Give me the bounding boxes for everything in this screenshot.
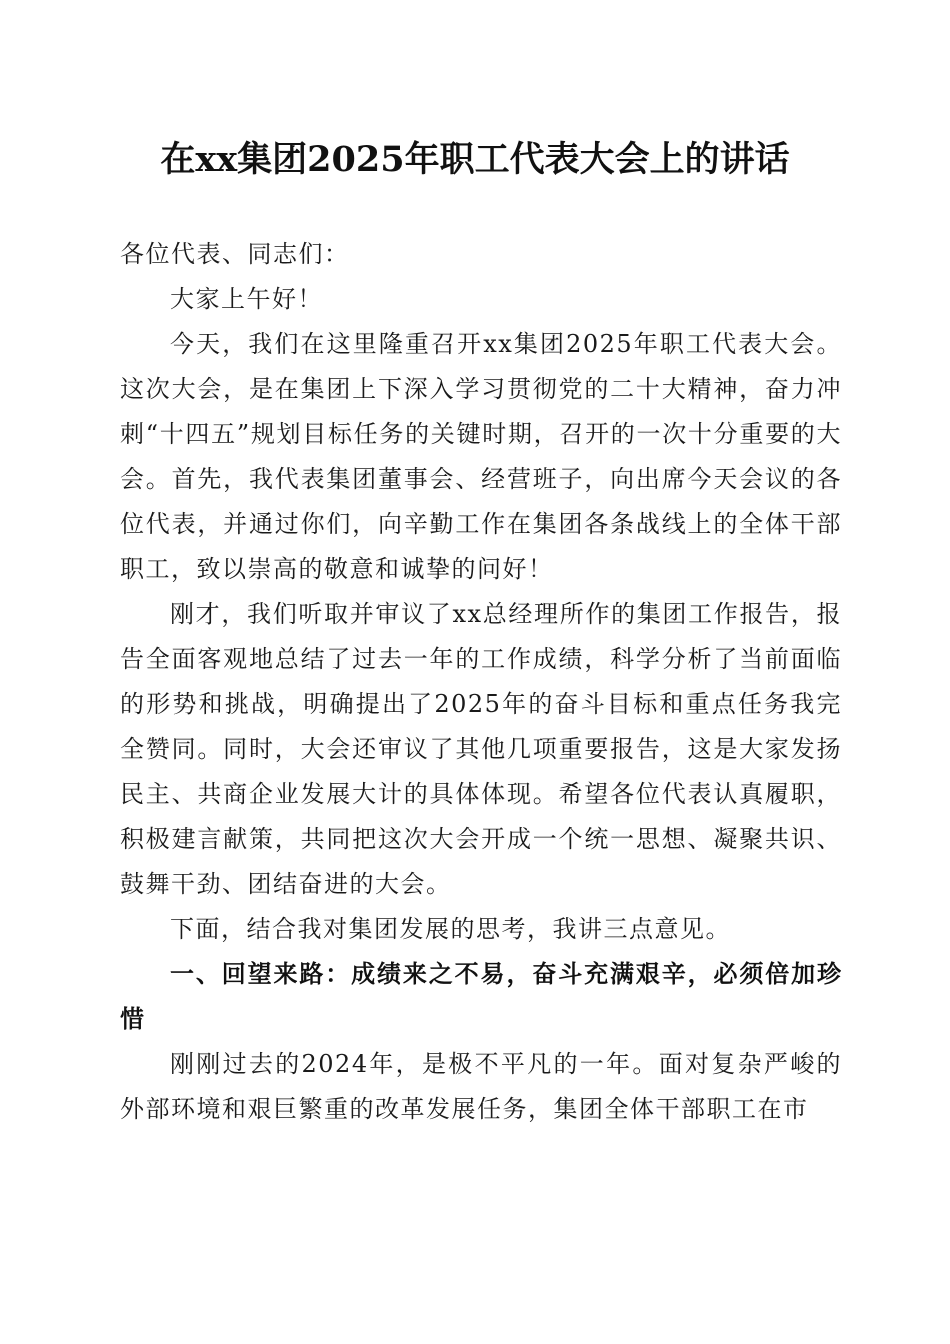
paragraph-transition: 下面，结合我对集团发展的思考，我讲三点意见。 [170, 915, 731, 943]
greeting: 大家上午好！ [170, 285, 323, 313]
document-body [120, 232, 842, 1132]
paragraph-section-1: 刚刚过去的2024年，是极不平凡的一年。面对复杂严峻的外部环境和艰巨繁重的改革发展任务，集团全体干部职工在市 [120, 1050, 842, 1123]
salutation: 各位代表、同志们： [120, 240, 350, 268]
section-heading-1: 一、回望来路：成绩来之不易，奋斗充满艰辛，必须倍加珍惜 [120, 960, 842, 1033]
paragraph-report-review: 刚才，我们听取并审议了xx总经理所作的集团工作报告，报告全面客观地总结了过去一年的工作成绩，科学分析了当前面临的形势和挑战，明确提出了2025年的奋斗目标和重点任务我完全赞同。同时，大会还审议了其他几项重要报告，这是大家发扬民主、共商企业发展大计的具体体现。希望各位代表认真履职，积极建言献策，共同把这次大会开成一个统一思想、凝聚共识、鼓舞干劲、团结奋进的大会。 [120, 600, 842, 898]
document-title: 在xx集团2025年职工代表大会上的讲话 [160, 139, 790, 180]
paragraph-opening: 今天，我们在这里隆重召开xx集团2025年职工代表大会。这次大会，是在集团上下深入学习贯彻党的二十大精神，奋力冲刺“十四五”规划目标任务的关键时期，召开的一次十分重要的大会。首先，我代表集团董事会、经营班子，向出席今天会议的各位代表，并通过你们，向辛勤工作在集团各条战线上的全体干部职工，致以崇高的敬意和诚挚的问好！ [120, 330, 842, 583]
